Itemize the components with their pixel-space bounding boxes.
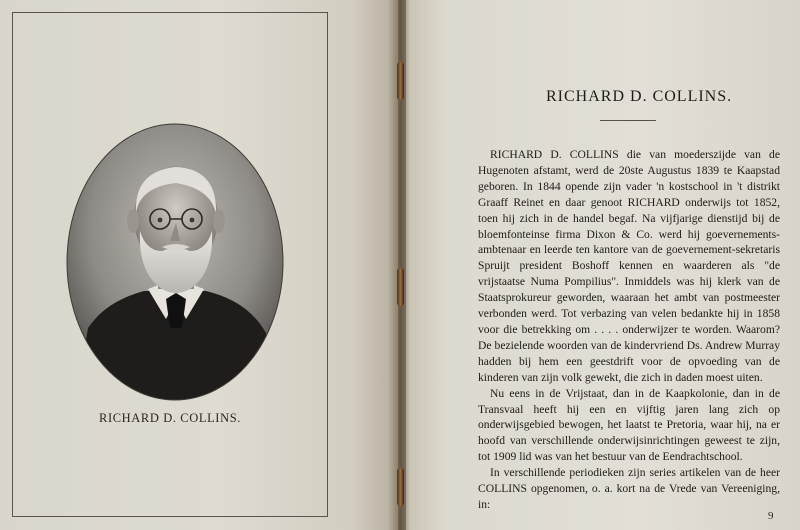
page-number: 9 xyxy=(768,510,774,522)
paragraph-1: RICHARD D. COLLINS die van moederszijde van de Hugenoten afstamt, werd de 20ste Augustus 1839 te Kaapstad geboren. In 1844 opende zijn vader 'n kostschool in 't distrikt Graaff Reinet en daar genoot RICHARD onderwijs tot 1852, toen hij zich in de handel begaf. Na vijfjarige dienstijd bij de bloemfonteinse firma Dixon & Co. werd hij goevernements-ambtenaar en leerde ten kantore van de goevernement-sekretaris Spruijt president Boshoff kennen en waarderen als "de vrijstaatse Numa Pompilius". Inmiddels was hij klerk van de Staatsprokureur geworden, waaraan het ambt van postmeester verbonden werd. Tot verbazing van velen bedankte hij in 1858 voor die betrekking om . . . . onderwijzer te worden. Waarom? De bezielende woorden van de kindervriend Ds. Andrew Murray hadden bij hem een geestdrift voor de opvoeding van de kinderen van zijn volk gewekt, die zich in daden moest uiten. xyxy=(478,148,780,384)
paragraph-3: In verschillende periodieken zijn series artikelen van de heer COLLINS opgenomen, o. a. kort na de Vrede van Vereeniging, in: xyxy=(478,466,780,511)
left-page xyxy=(0,0,398,530)
binding-staple-middle xyxy=(397,268,404,306)
portrait-caption: RICHARD D. COLLINS. xyxy=(99,411,241,425)
binding-staple-bottom xyxy=(397,468,404,506)
paragraph-2: Nu eens in de Vrijstaat, dan in de Kaapkolonie, dan in de Transvaal heeft hij een en vijftig jaren lang zich op onderwijsgebied bewogen, het laatst te Pretoria, waar hij, na er hoofd van verschillende onderwijsinrichtingen geweest te zijn, tot 1909 lid was van het bestuur van de Eendrachtschool. xyxy=(478,386,780,464)
right-page xyxy=(406,0,800,530)
body-text xyxy=(478,147,780,513)
title-rule xyxy=(600,120,656,121)
page-title: RICHARD D. COLLINS. xyxy=(546,88,733,105)
portrait-photo xyxy=(66,123,284,401)
binding-staple-top xyxy=(397,62,404,100)
